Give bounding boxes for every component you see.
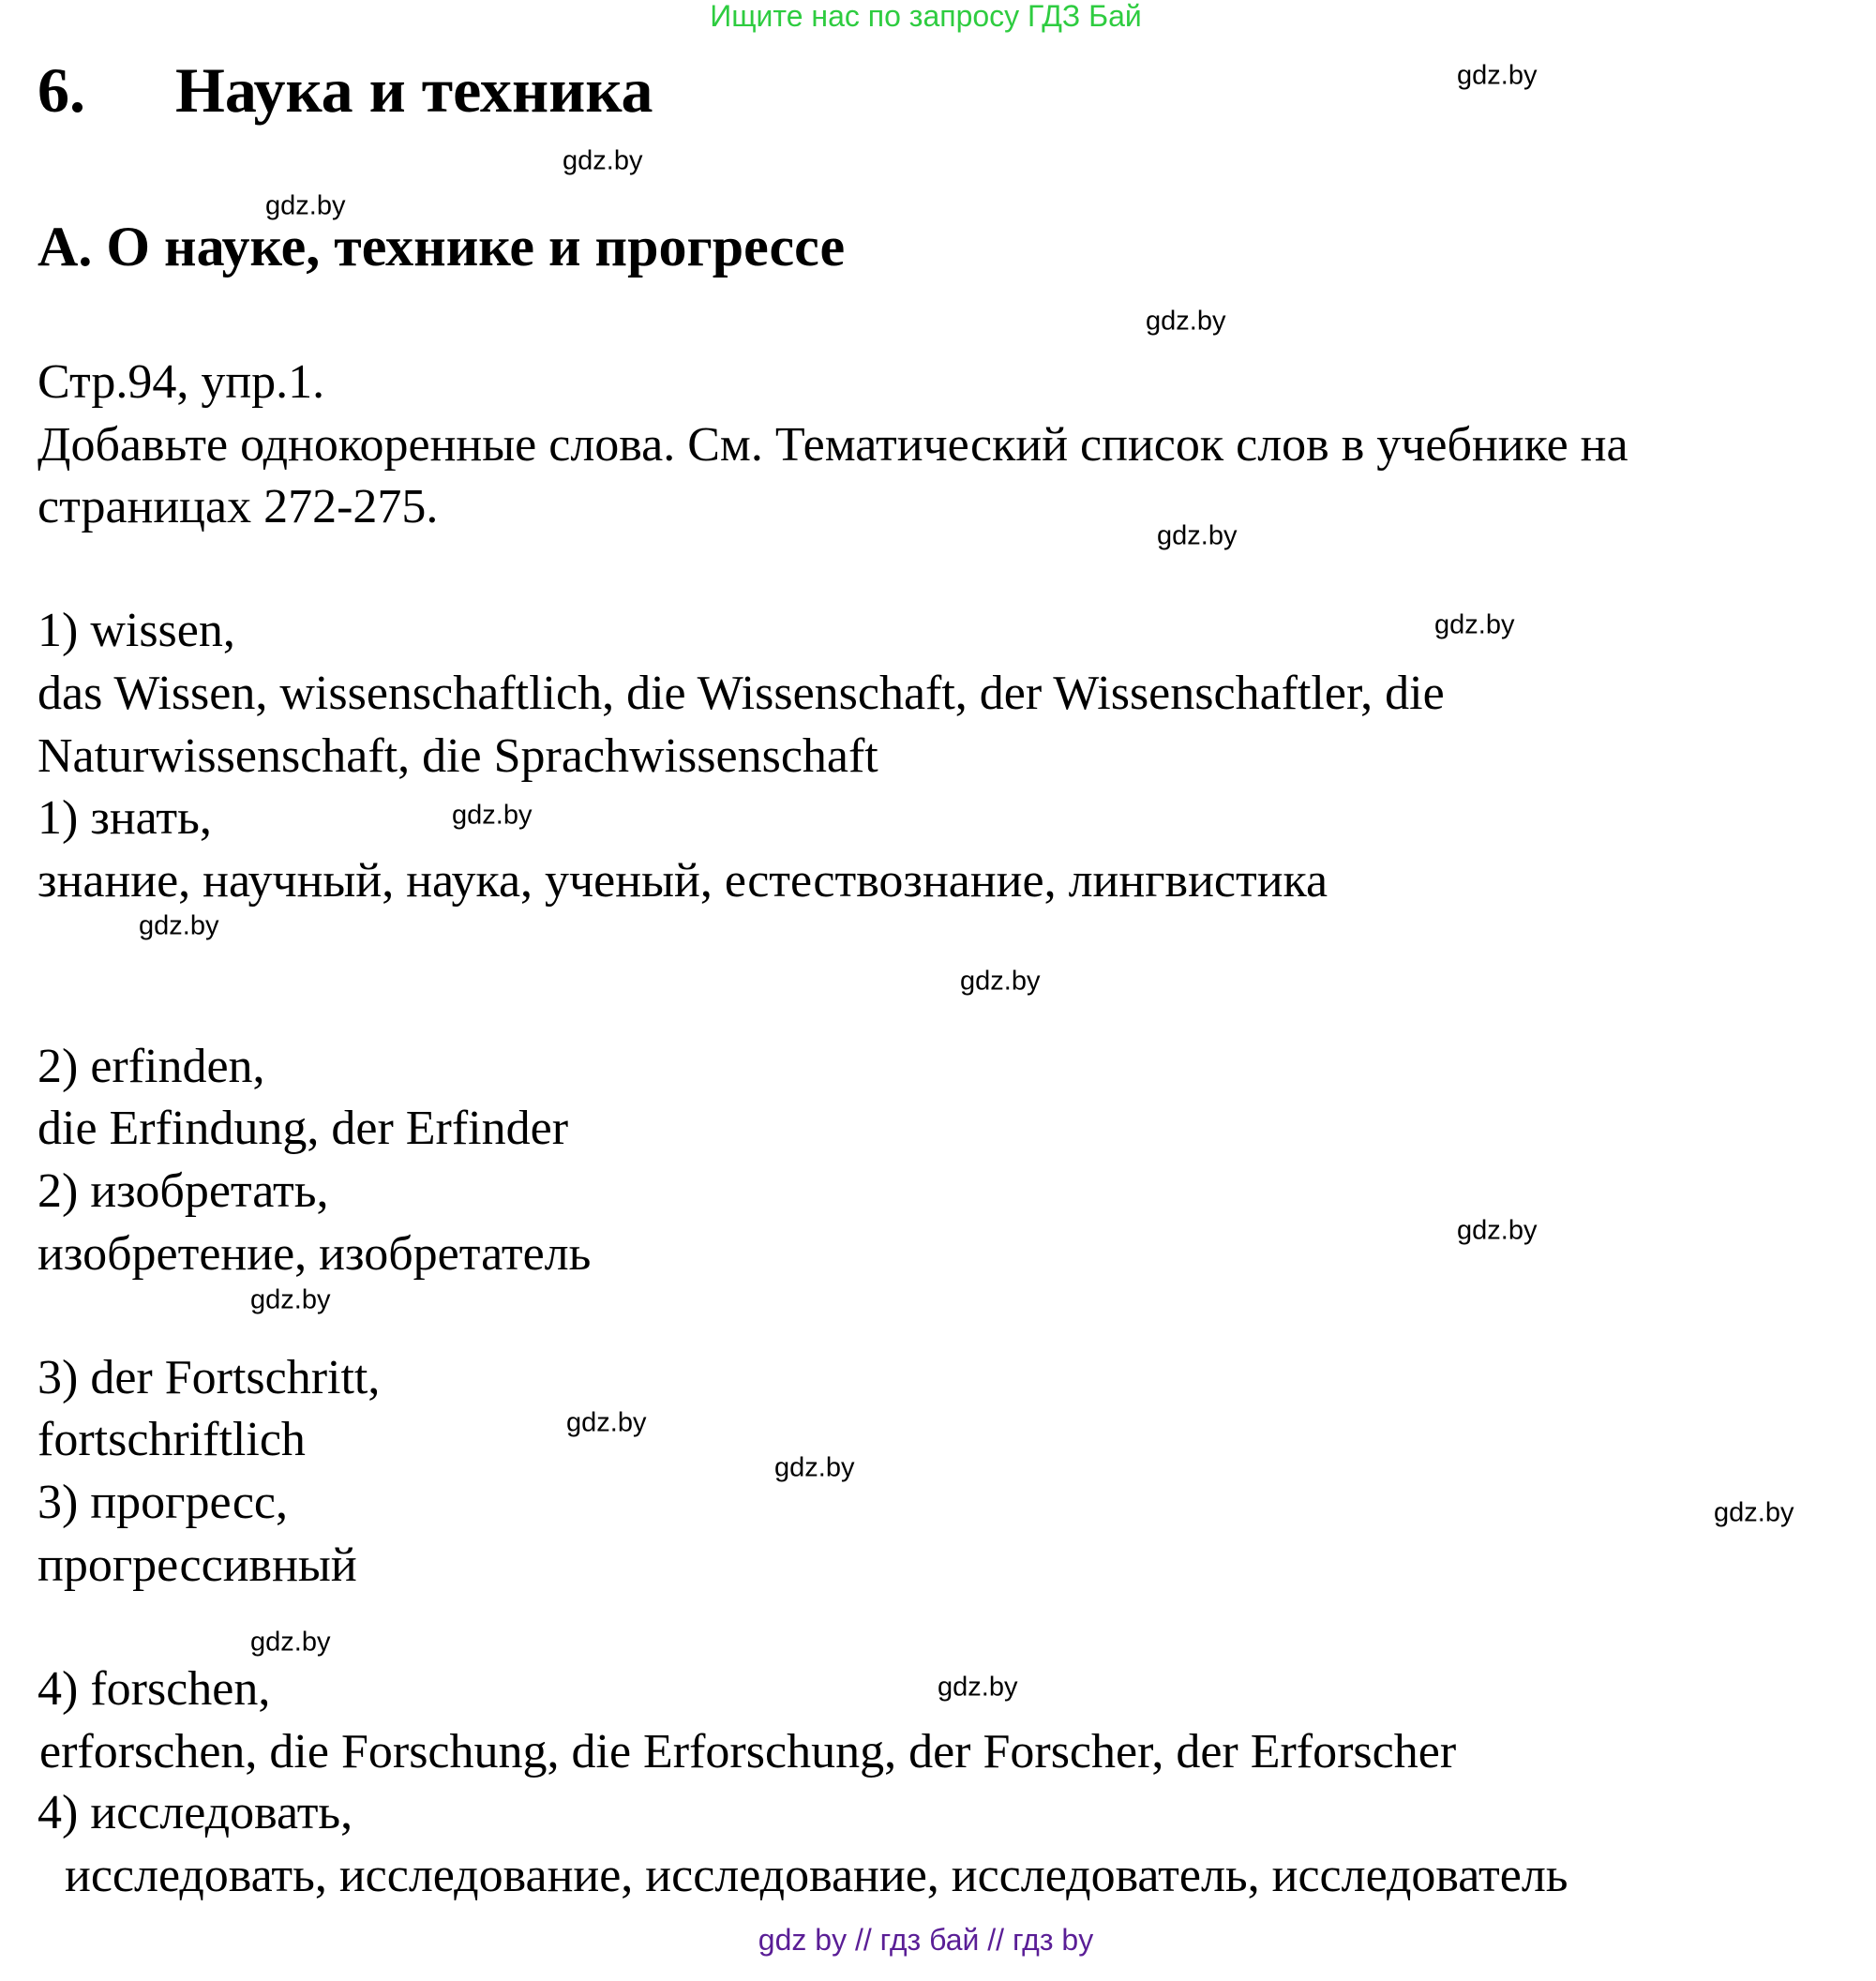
watermark: gdz.by — [774, 1452, 855, 1483]
answer-line: 3) der Fortschritt, — [38, 1351, 381, 1404]
watermark: gdz.by — [265, 190, 346, 221]
watermark: gdz.by — [960, 966, 1041, 997]
answer-line: знание, научный, наука, ученый, естествознание, лингвистика — [38, 854, 1328, 908]
answer-line: das Wissen, wissenschaftlich, die Wissenschaft, der Wissenschaftler, die — [38, 667, 1445, 720]
exercise-ref: Стр.94, упр.1. — [38, 355, 325, 409]
answer-line: erforschen, die Forschung, die Erforschung, der Forscher, der Erforscher — [39, 1725, 1457, 1778]
answer-line: 2) erfinden, — [38, 1040, 265, 1093]
watermark: gdz.by — [938, 1672, 1018, 1703]
search-banner: Ищите нас по запросу ГДЗ Бай — [710, 0, 1142, 33]
section-title: A. О науке, технике и прогрессе — [38, 216, 846, 278]
footer-links: gdz by // гдз бай // гдз by — [758, 1923, 1094, 1957]
chapter-title: Наука и техника — [175, 54, 653, 126]
watermark: gdz.by — [1457, 60, 1538, 91]
watermark: gdz.by — [139, 910, 219, 941]
watermark: gdz.by — [1457, 1215, 1538, 1246]
answer-line: 1) wissen, — [38, 604, 235, 657]
watermark: gdz.by — [1434, 609, 1515, 640]
answer-line: 4) forschen, — [38, 1662, 271, 1716]
answer-line: Naturwissenschaft, die Sprachwissenschaft — [38, 729, 878, 783]
answer-line: изобретение, изобретатель — [38, 1227, 592, 1281]
answer-line: исследовать, исследование, исследование, исследователь, исследователь — [65, 1849, 1568, 1902]
answer-line: die Erfindung, der Erfinder — [38, 1102, 569, 1155]
watermark: gdz.by — [250, 1284, 331, 1315]
answer-line: 1) знать, — [38, 791, 212, 845]
watermark: gdz.by — [1157, 520, 1238, 551]
answer-line: 3) прогресс, — [38, 1476, 289, 1529]
answer-line: 2) изобретать, — [38, 1164, 329, 1218]
watermark: gdz.by — [1146, 306, 1226, 337]
watermark: gdz.by — [566, 1407, 647, 1438]
answer-line: прогрессивный — [38, 1538, 357, 1592]
watermark: gdz.by — [250, 1627, 331, 1658]
answer-line: 4) исследовать, — [38, 1786, 353, 1839]
watermark: gdz.by — [1714, 1497, 1794, 1528]
watermark: gdz.by — [452, 800, 533, 831]
answer-line: fortschriftlich — [38, 1413, 306, 1466]
instruction-line: Добавьте однокоренные слова. См. Тематический список слов в учебнике на — [38, 418, 1628, 472]
watermark: gdz.by — [563, 145, 643, 176]
instruction-line: страницах 272-275. — [38, 480, 439, 533]
chapter-number: 6. — [38, 54, 85, 126]
